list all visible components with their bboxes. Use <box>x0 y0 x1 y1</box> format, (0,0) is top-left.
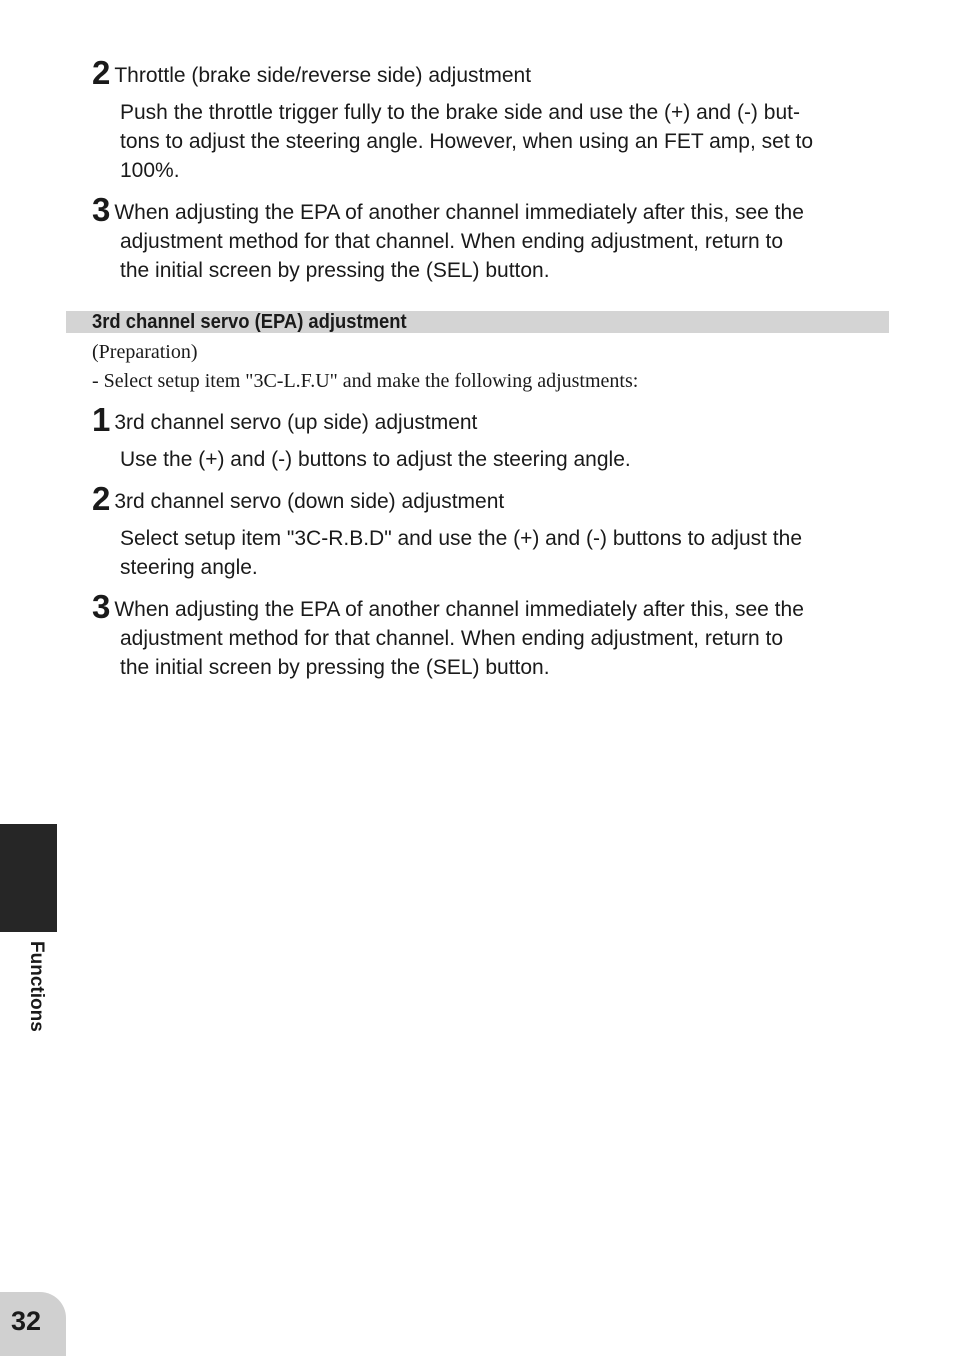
body-line: the initial screen by pressing the (SEL) button. <box>120 656 550 679</box>
section-step-2-heading <box>92 480 505 517</box>
body-line: Use the (+) and (-) buttons to adjust the steering angle. <box>120 448 631 471</box>
chapter-side-tab <box>0 824 57 932</box>
step-3-first-line <box>92 588 804 625</box>
chapter-label: Functions <box>26 941 47 1032</box>
section-step-1-body <box>120 445 865 474</box>
step-3-text <box>92 191 804 285</box>
section-step-2-body <box>120 524 865 582</box>
step-title: 3rd channel servo (up side) adjustment <box>114 411 478 434</box>
step-number: 2 <box>92 54 111 91</box>
step-title: 3rd channel servo (down side) adjustment <box>114 490 505 513</box>
page-number-tab <box>0 1292 66 1356</box>
body-line: When adjusting the EPA of another channel immediately after this, see the <box>114 201 804 224</box>
step-number: 1 <box>92 401 111 438</box>
preparation-text: - Select setup item "3C-L.F.U" and make the following adjustments: <box>92 370 639 392</box>
section-step-1-heading <box>92 401 478 438</box>
preparation-label: (Preparation) <box>92 341 198 363</box>
body-line: tons to adjust the steering angle. However, when using an FET amp, set to <box>120 130 814 153</box>
body-line: Select setup item "3C-R.B.D" and use the (+) and (-) buttons to adjust the <box>120 527 802 550</box>
step-2-body <box>120 98 865 185</box>
body-line: adjustment method for that channel. When ending adjustment, return to <box>120 230 784 253</box>
body-line: steering angle. <box>120 556 258 579</box>
step-number: 3 <box>92 191 111 228</box>
body-line: adjustment method for that channel. When ending adjustment, return to <box>120 627 784 650</box>
step-3-first-line <box>92 191 804 228</box>
body-line: the initial screen by pressing the (SEL) button. <box>120 259 550 282</box>
section-step-3-text <box>92 588 804 682</box>
section-header-bar <box>66 311 889 333</box>
step-number: 2 <box>92 480 111 517</box>
step-title: Throttle (brake side/reverse side) adjustment <box>114 64 532 87</box>
body-line: Push the throttle trigger fully to the brake side and use the (+) and (-) but- <box>120 101 800 124</box>
section-title: 3rd channel servo (EPA) adjustment <box>92 311 407 333</box>
body-line: When adjusting the EPA of another channel immediately after this, see the <box>114 598 804 621</box>
step-2-heading <box>92 54 532 91</box>
step-number: 3 <box>92 588 111 625</box>
body-line: 100%. <box>120 159 180 182</box>
page-number: 32 <box>11 1306 42 1336</box>
